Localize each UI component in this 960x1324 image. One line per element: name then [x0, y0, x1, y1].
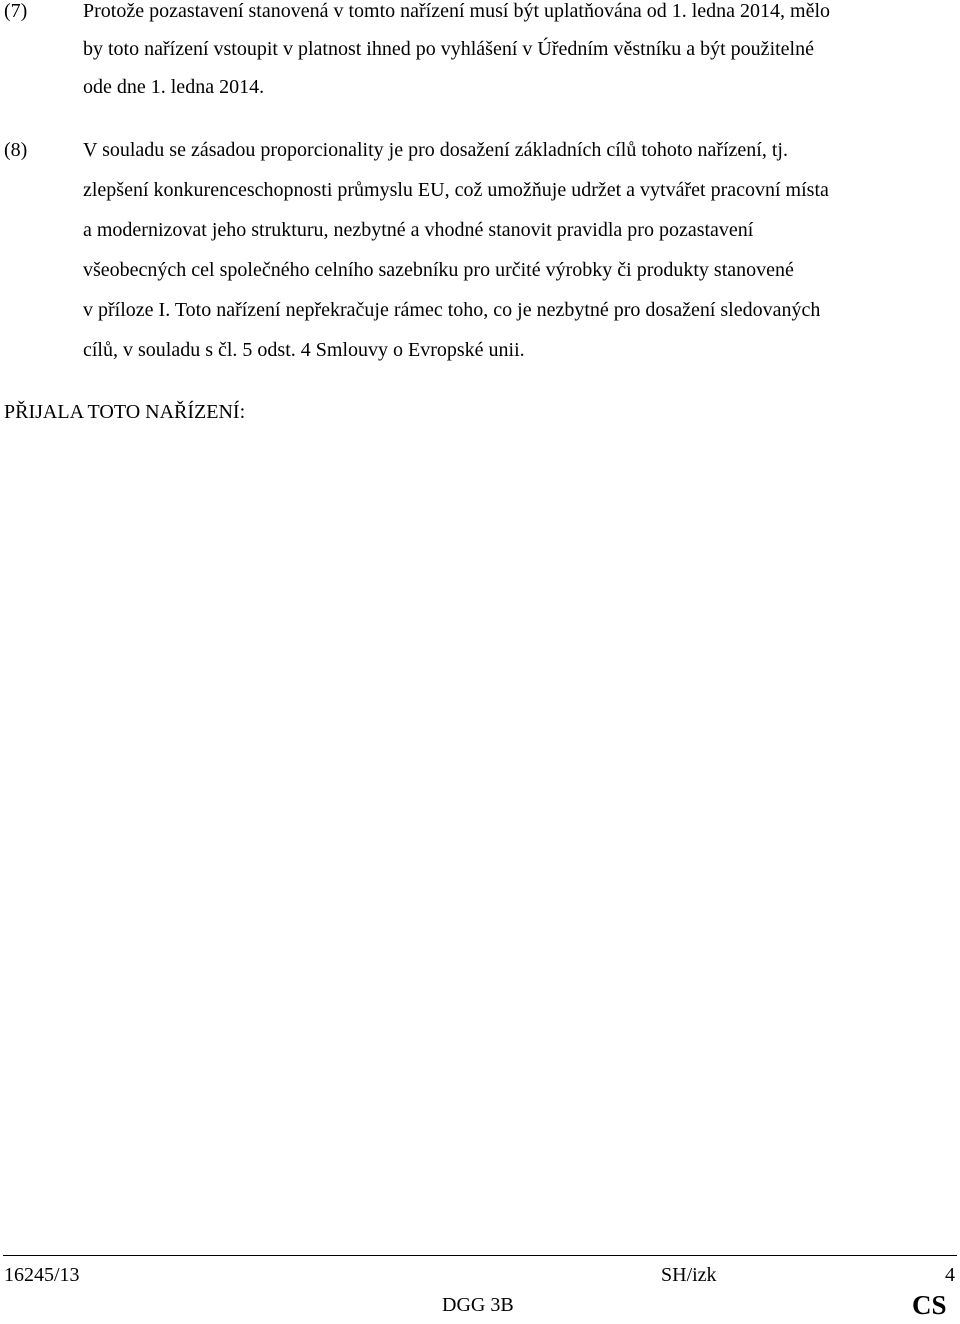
paragraph-line: všeobecných cel společného celního sazebníku pro určité výrobky či produkty stanovené	[83, 259, 794, 281]
paragraph-line: Protože pozastavení stanovená v tomto nařízení musí být uplatňována od 1. ledna 2014, mělo	[83, 0, 831, 22]
document-number: 16245/13	[4, 1264, 80, 1286]
paragraph-line: cílů, v souladu s čl. 5 odst. 4 Smlouvy o Evropské unii.	[83, 339, 525, 361]
language-code: CS	[912, 1290, 947, 1320]
enacting-formula: PŘIJALA TOTO NAŘÍZENÍ:	[4, 401, 246, 423]
paragraph-line: V souladu se zásadou proporcionality je pro dosažení základních cílů tohoto nařízení, tj.	[83, 139, 788, 161]
department-code: DGG 3B	[442, 1294, 514, 1316]
footer-divider	[3, 1255, 957, 1256]
author-initials: SH/izk	[661, 1264, 717, 1286]
page-number: 4	[945, 1264, 955, 1286]
paragraph-line: ode dne 1. ledna 2014.	[83, 76, 265, 98]
paragraph-line: a modernizovat jeho strukturu, nezbytné a vhodné stanovit pravidla pro pozastavení	[83, 219, 754, 241]
paragraph-number: (8)	[4, 139, 28, 161]
paragraph-number: (7)	[4, 0, 28, 22]
paragraph-line: by toto nařízení vstoupit v platnost ihned po vyhlášení v Úředním věstníku a být použitelné	[83, 38, 814, 60]
paragraph-line: zlepšení konkurenceschopnosti průmyslu EU, což umožňuje udržet a vytvářet pracovní místa	[83, 179, 829, 201]
paragraph-line: v příloze I. Toto nařízení nepřekračuje rámec toho, co je nezbytné pro dosažení sledovaných	[83, 299, 821, 321]
